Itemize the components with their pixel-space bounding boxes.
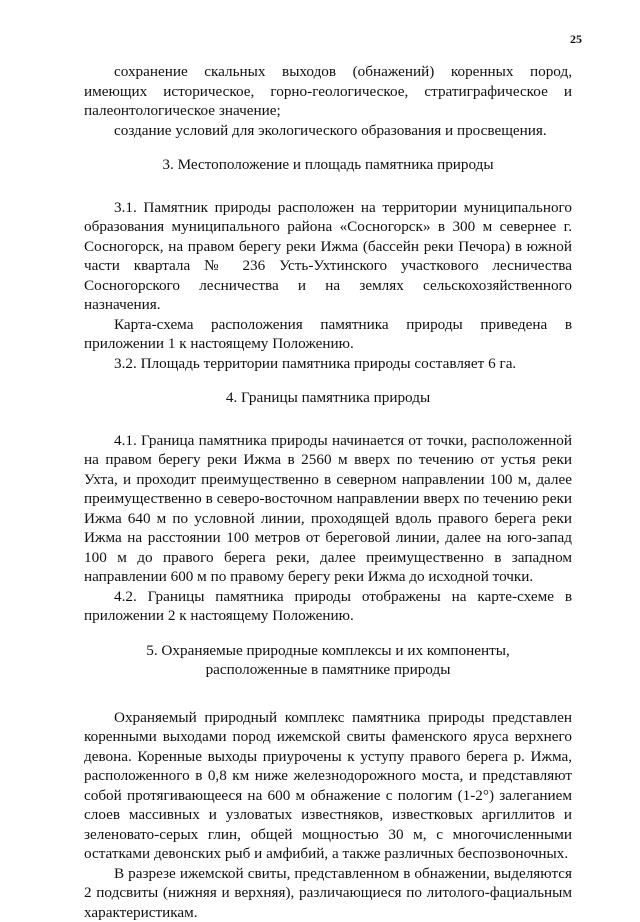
section-5-paragraph: Охраняемый природный комплекс памятника природы представлен коренными выходами пород ижемской свиты фаменского яруса верхнего девона. Коренные выходы приурочены к уступу правого берега р. Ижма, расположенного в 0,8 км ниже железнодорожного моста, и представляют собой протягивающееся на 600 м обнажение с пологим (1-2°) залеганием слоев массивных и узловатых известняков, известковых аргиллитов и зеленовато-серых глин, общей мощностью 30 м, с многочисленными остатками девонских рыб и амфибий, а также различных беспозвоночных. — [84, 708, 572, 864]
section-3-paragraph: Карта-схема расположения памятника природы приведена в приложении 1 к настоящему Положению. — [84, 315, 572, 354]
page-number: 25 — [570, 32, 582, 47]
section-3-heading: 3. Местоположение и площадь памятника природы — [84, 155, 572, 175]
section-5-heading-line-1: 5. Охраняемые природные комплексы и их компоненты, — [146, 642, 510, 659]
section-4-paragraph: 4.2. Границы памятника природы отображены на карте-схеме в приложении 2 к настоящему Положению. — [84, 587, 572, 626]
section-5-heading-line-2: расположенные в памятнике природы — [206, 661, 451, 678]
section-4-heading: 4. Границы памятника природы — [84, 388, 572, 408]
section-3-paragraph: 3.2. Площадь территории памятника природы составляет 6 га. — [84, 354, 572, 374]
section-5-paragraph: В разрезе ижемской свиты, представленном в обнажении, выделяются 2 подсвиты (нижняя и верхняя), различающиеся по литолого-фациальным характеристикам. — [84, 864, 572, 922]
section-5-heading — [84, 641, 572, 680]
section-4-paragraph: 4.1. Граница памятника природы начинается от точки, расположенной на правом берегу реки Ижма в 2560 м вверх по течению от устья реки Ухта, и проходит преимущественно в северном направлении 100 м, далее преимущественно в северо-восточном направлении вверх по течению реки Ижма 640 м по условной линии, проходящей вдоль правого берега реки Ижма на расстоянии 100 метров от береговой линии, далее на юго-запад 100 м до правого берега реки, далее преимущественно в западном направлении 600 м по правому берегу реки Ижма до исходной точки. — [84, 431, 572, 587]
page-content — [84, 62, 572, 922]
intro-paragraph: сохранение скальных выходов (обнажений) коренных пород, имеющих историческое, горно-геологическое, стратиграфическое и палеонтологическое значение; — [84, 62, 572, 121]
intro-paragraph: создание условий для экологического образования и просвещения. — [84, 121, 572, 141]
section-3-paragraph: 3.1. Памятник природы расположен на территории муниципального образования муниципального района «Сосногорск» в 300 м севернее г. Сосногорск, на правом берегу реки Ижма (бассейн реки Печора) в южной части квартала № 236 Усть-Ухтинского участкового лесничества Сосногорского лесничества и на землях сельскохозяйственного назначения. — [84, 198, 572, 315]
